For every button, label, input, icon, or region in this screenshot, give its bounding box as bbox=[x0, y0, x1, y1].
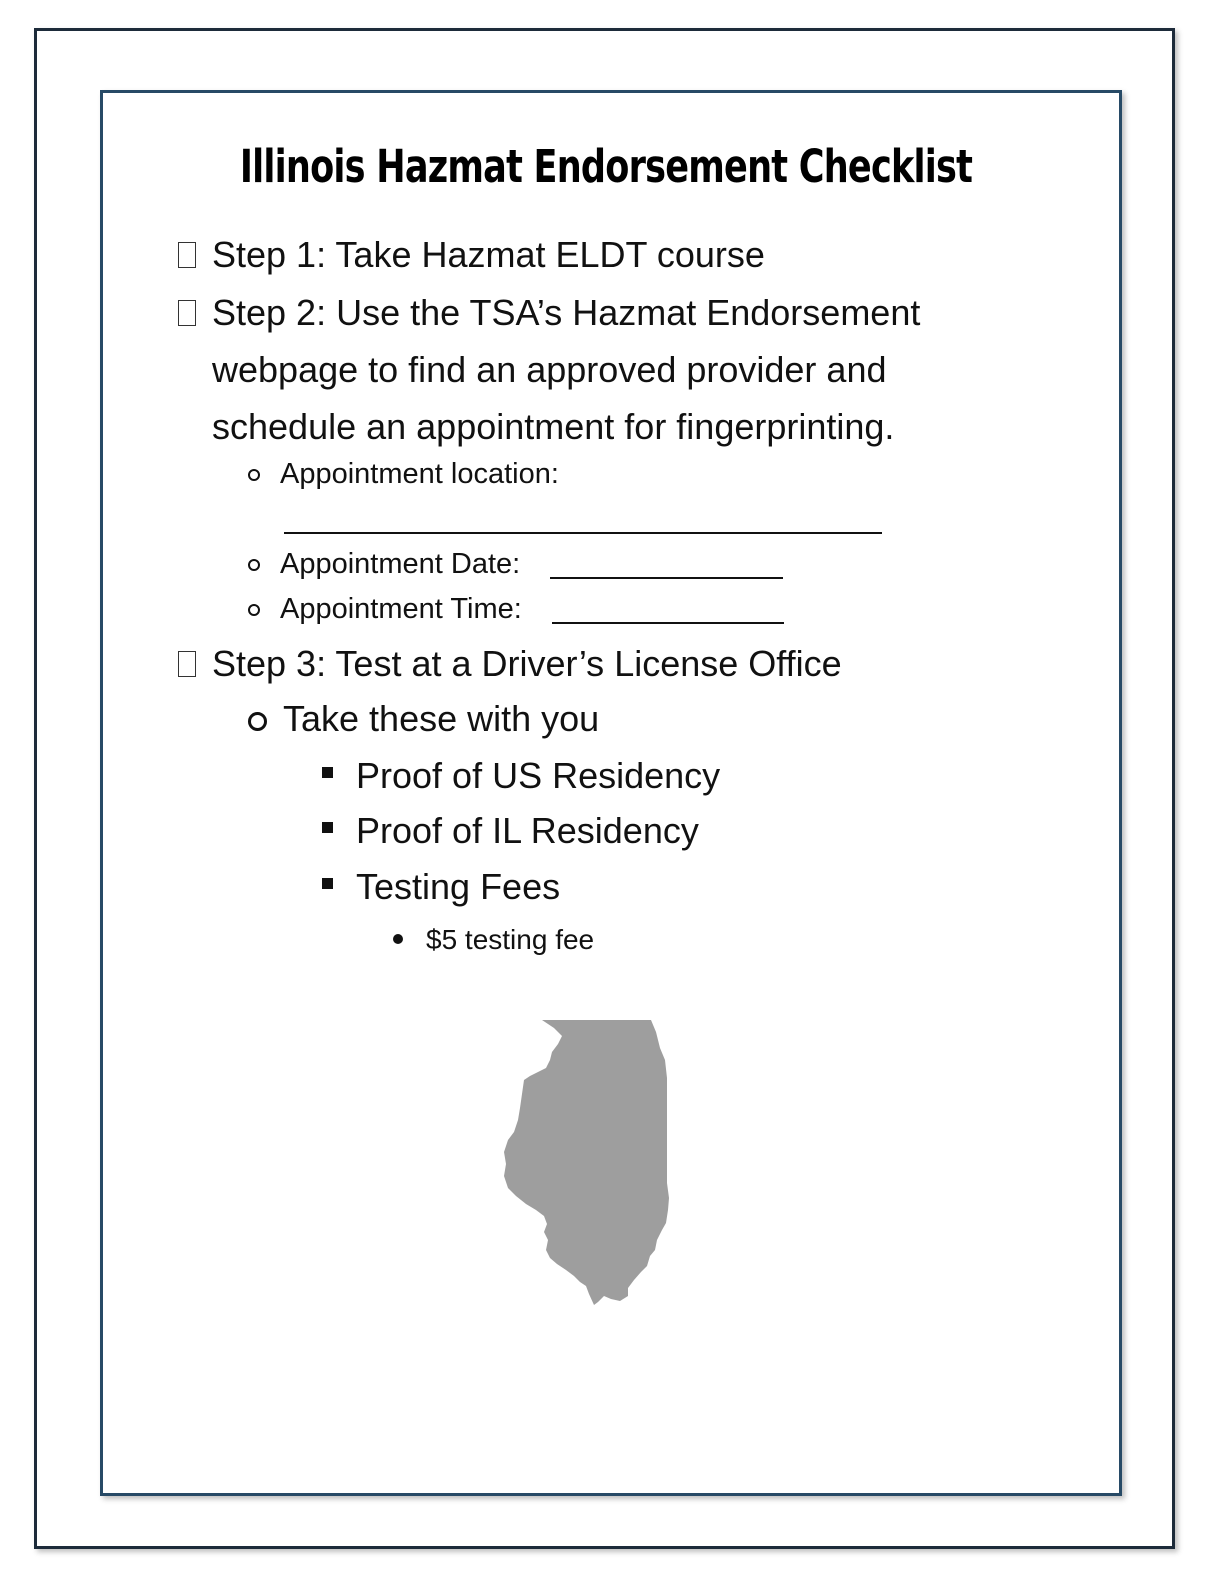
circle-bullet-icon bbox=[248, 712, 267, 731]
fee-detail-text: $5 testing fee bbox=[426, 924, 595, 955]
square-bullet-icon bbox=[322, 767, 333, 778]
step-2-line-3: schedule an appointment for fingerprinting. bbox=[212, 406, 895, 447]
take-with-you-item bbox=[248, 698, 599, 740]
take-with-you-label: Take these with you bbox=[283, 698, 600, 739]
page-title: Illinois Hazmat Endorsement Checklist bbox=[239, 140, 973, 193]
appointment-location-blank[interactable] bbox=[284, 532, 882, 534]
list-item bbox=[322, 810, 699, 852]
illinois-map-icon bbox=[500, 1018, 672, 1308]
step-3-text: Step 3: Test at a Driver’s License Office bbox=[212, 643, 842, 684]
step-1-checkbox-icon[interactable] bbox=[178, 242, 196, 268]
step-1 bbox=[178, 226, 765, 283]
appointment-time-item bbox=[248, 593, 522, 626]
appointment-date-item bbox=[248, 548, 520, 581]
step-1-text: Step 1: Take Hazmat ELDT course bbox=[212, 234, 765, 275]
step-2-line-1: Step 2: Use the TSA’s Hazmat Endorsement bbox=[212, 292, 921, 333]
step-2-line-2: webpage to find an approved provider and bbox=[212, 349, 887, 390]
item-il-residency: Proof of IL Residency bbox=[356, 810, 699, 851]
appointment-location-item bbox=[248, 458, 559, 491]
square-bullet-icon bbox=[322, 878, 333, 889]
circle-bullet-icon bbox=[248, 559, 260, 571]
appointment-location-label: Appointment location: bbox=[280, 458, 559, 490]
item-us-residency: Proof of US Residency bbox=[356, 755, 721, 796]
item-testing-fees: Testing Fees bbox=[356, 866, 561, 907]
fee-detail-item bbox=[393, 924, 594, 956]
dot-bullet-icon bbox=[393, 934, 403, 944]
list-item bbox=[322, 755, 720, 797]
circle-bullet-icon bbox=[248, 469, 260, 481]
appointment-time-blank[interactable] bbox=[552, 622, 784, 624]
step-2 bbox=[178, 284, 920, 455]
step-3-checkbox-icon[interactable] bbox=[178, 651, 196, 677]
step-3 bbox=[178, 635, 842, 692]
appointment-time-label: Appointment Time: bbox=[280, 593, 522, 625]
step-2-checkbox-icon[interactable] bbox=[178, 300, 196, 326]
square-bullet-icon bbox=[322, 822, 333, 833]
appointment-date-label: Appointment Date: bbox=[280, 548, 521, 580]
list-item bbox=[322, 866, 560, 908]
appointment-date-blank[interactable] bbox=[550, 577, 783, 579]
circle-bullet-icon bbox=[248, 604, 260, 616]
